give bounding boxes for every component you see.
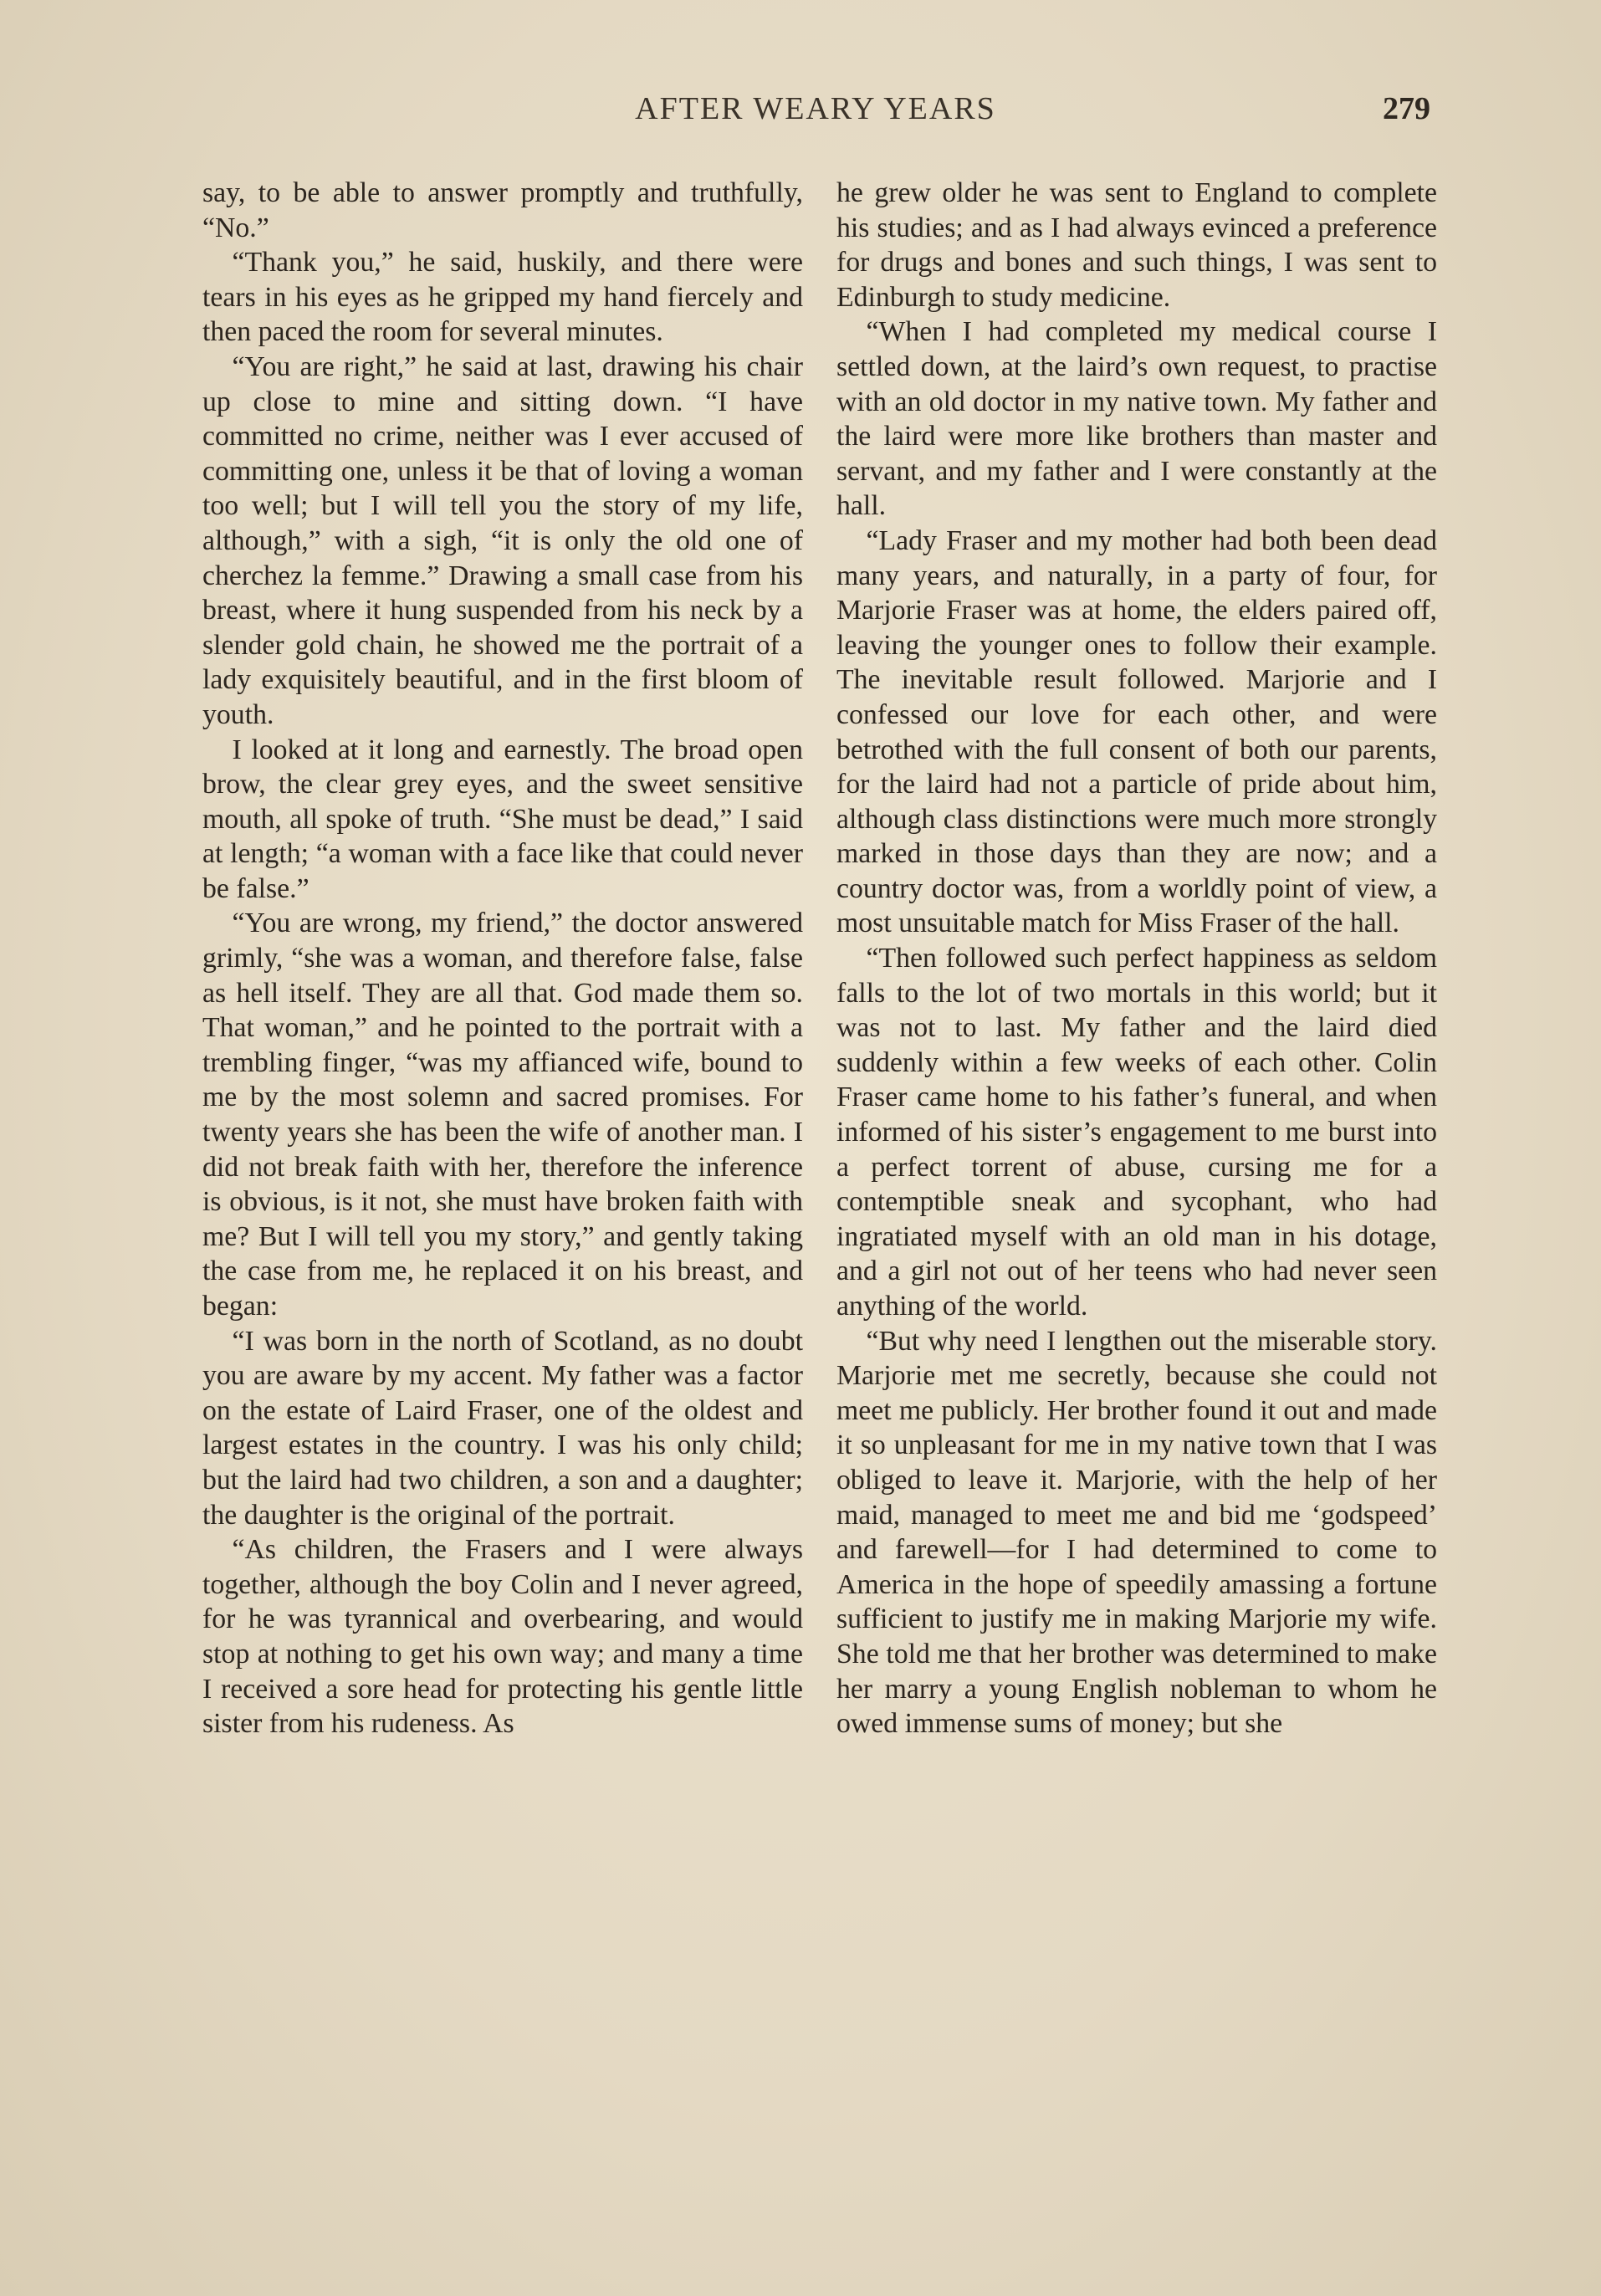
paragraph: “Lady Fraser and my mother had both been dead many years, and naturally, in a party of four, for Marjorie Fraser was at home, the elders paired off, leaving the younger ones to follow their example. The inevitable result followed. Marjorie and I confessed our love for each other, and were betrothed with the full consent of both our parents, for the laird had not a particle of pride about him, although class distinctions were much more strongly marked in those days than they are now; and a country doctor was, from a worldly point of view, a most unsuitable match for Miss Fraser of the hall. — [836, 524, 1437, 939]
paragraph: “I was born in the north of Scotland, as no doubt you are aware by my accent. My father was a factor on the estate of Laird Fraser, one of the oldest and largest estates in the country. I was his only child; but the laird had two children, a son and a daughter; the daughter is the original of the portrait. — [202, 1325, 803, 1531]
paragraph: “Then followed such perfect happiness as seldom falls to the lot of two mortals in this world; but it was not to last. My father and the laird died suddenly within a few weeks of each other. Colin Fraser came home to his father’s funeral, and when informed of his sister’s engagement to me burst into a perfect torrent of abuse, cursing me for a contemptible sneak and sycophant, who had ingratiated myself with an old man in his dotage, and a girl not out of her teens who had never seen anything of the world. — [836, 943, 1437, 1322]
page-header — [201, 90, 1430, 141]
running-title: AFTER WEARY YEARS — [635, 91, 996, 126]
right-column — [836, 176, 1437, 2217]
paragraph: “As children, the Frasers and I were always together, although the boy Colin and I never agreed, for he was tyrannical and overbearing, and would stop at nothing to get his own way; and many a time I received a sore head for protecting his gentle little sister from his rudeness. As — [202, 1534, 803, 1740]
page-number: 279 — [1383, 91, 1430, 126]
paragraph: “When I had completed my medical course I settled down, at the laird’s own request, to practise with an old doctor in my native town. My father and the laird were more like brothers than master and servant, and my father and I were constantly at the hall. — [836, 316, 1437, 522]
paragraph: “You are wrong, my friend,” the doctor answered grimly, “she was a woman, and therefore false, false as hell itself. They are all that. God made them so. That woman,” and he pointed to the portrait with a trembling finger, “was my affianced wife, bound to me by the most solemn and sacred promises. For twenty years she has been the wife of another man. I did not break faith with her, therefore the inference is obvious, is it not, she must have broken faith with me? But I will tell you my story,” and gently taking the case from me, he replaced it on his breast, and began: — [202, 908, 803, 1322]
paragraph: “You are right,” he said at last, drawing his chair up close to mine and sitting down. “I have committed no crime, neither was I ever accused of committing one, unless it be that of loving a woman too well; but I will tell you the story of my life, although,” with a sigh, “it is only the old one of cherchez la femme.” Drawing a small case from his breast, where it hung suspended from his neck by a slender gold chain, he showed me the portrait of a lady exquisitely beautiful, and in the first bloom of youth. — [202, 350, 803, 730]
left-column — [202, 176, 803, 2217]
paragraph: I looked at it long and earnestly. The broad open brow, the clear grey eyes, and the sweet sensitive mouth, all spoke of truth. “She must be dead,” I said at length; “a woman with a face like that could never be false.” — [202, 734, 803, 904]
paragraph: “But why need I lengthen out the miserable story. Marjorie met me secretly, because she could not meet me publicly. Her brother found it out and made it so unpleasant for me in my native town that I was obliged to leave it. Marjorie, with the help of her maid, managed to meet me and bid me ‘godspeed’ and farewell—for I had determined to come to America in the hope of speedily amassing a fortune sufficient to justify me in making Marjorie my wife. She told me that her brother was determined to make her marry a young English nobleman to whom he owed immense sums of money; but she — [836, 1325, 1437, 1740]
paragraph: “Thank you,” he said, huskily, and there were tears in his eyes as he gripped my hand fiercely and then paced the room for several minutes. — [202, 247, 803, 348]
paragraph: he grew older he was sent to England to complete his studies; and as I had always evinced a preference for drugs and bones and such things, I was sent to Edinburgh to study medicine. — [836, 177, 1437, 313]
paragraph: say, to be able to answer promptly and truthfully, “No.” — [202, 177, 803, 243]
